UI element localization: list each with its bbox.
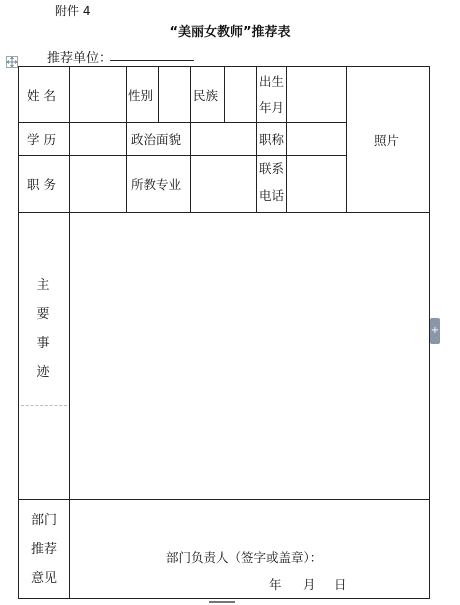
col-divider	[256, 67, 257, 212]
contact-label-line2: 电话	[259, 188, 285, 203]
date-month-label: 月	[303, 577, 316, 592]
name-label: 姓 名	[27, 88, 56, 103]
col-divider	[126, 67, 127, 212]
gender-label: 性别	[128, 88, 154, 103]
dept-opinion-line: 意见	[30, 571, 57, 586]
main-deeds-char: 主	[36, 278, 50, 293]
photo-label: 照片	[374, 133, 400, 148]
main-deeds-char: 要	[36, 307, 50, 322]
education-label: 学 历	[27, 132, 56, 147]
col-divider	[286, 67, 287, 212]
dept-opinion-line: 推荐	[30, 542, 57, 557]
contact-label-line1: 联系	[259, 161, 285, 176]
date-day-label: 日	[334, 577, 347, 592]
plus-icon: +	[430, 325, 440, 336]
professional-title-label: 职称	[259, 132, 285, 147]
table-move-handle-icon[interactable]	[6, 56, 18, 68]
dashed-guide	[21, 405, 67, 406]
col-divider	[69, 67, 70, 599]
recommendation-form-table	[18, 66, 430, 599]
birth-label-line1: 出生	[259, 74, 285, 89]
col-divider	[158, 67, 159, 122]
attachment-label: 附件 4	[55, 4, 91, 18]
subject-label: 所教专业	[131, 177, 182, 192]
form-title: “美丽女教师”推荐表	[169, 25, 291, 40]
main-deeds-char: 迹	[36, 365, 50, 380]
political-status-label: 政治面貌	[131, 132, 182, 147]
ethnicity-label: 民族	[193, 88, 219, 103]
recommending-unit-field[interactable]	[110, 60, 194, 61]
position-label: 职 务	[27, 177, 56, 192]
dept-head-signature-label: 部门负责人（签字或盖章）：	[166, 550, 323, 565]
row-divider	[19, 499, 430, 500]
col-divider	[346, 67, 347, 212]
side-expand-handle[interactable]	[430, 318, 440, 344]
main-deeds-char: 事	[36, 336, 50, 351]
row-divider	[19, 212, 430, 213]
dept-opinion-line: 部门	[30, 513, 57, 528]
page-bottom-marker	[209, 601, 235, 603]
date-year-label: 年	[269, 577, 282, 592]
recommending-unit-label: 推荐单位：	[47, 51, 113, 66]
birth-label-line2: 年月	[259, 100, 285, 115]
col-divider	[190, 67, 191, 212]
dept-opinion-label	[27, 506, 61, 593]
col-divider	[224, 67, 225, 122]
main-deeds-label	[35, 271, 51, 387]
